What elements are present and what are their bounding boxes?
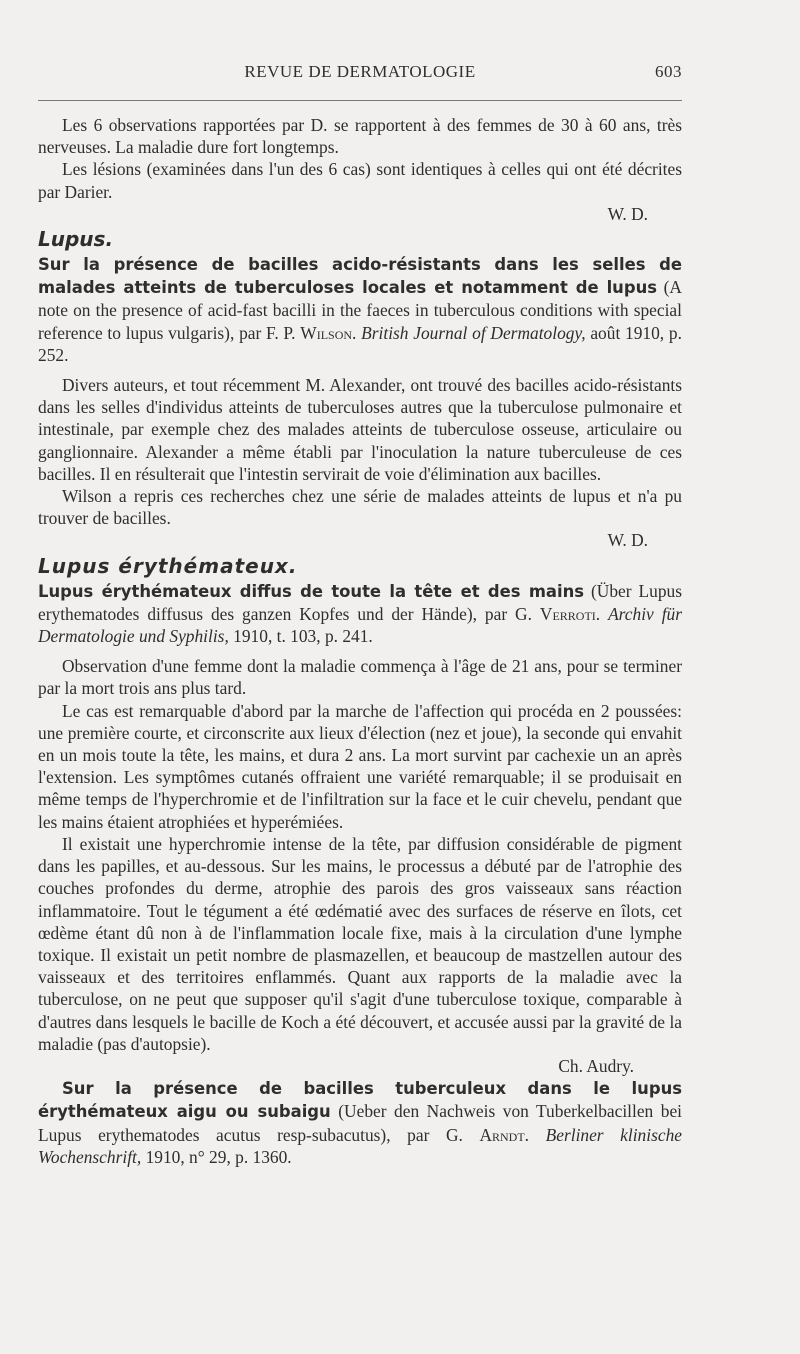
signature: W. D.	[607, 530, 648, 551]
author-name: Wilson.	[300, 322, 357, 343]
article-reference: (Über Lupus erythematodes diffusus des ganzen Kopfes und der Hände), par G.	[38, 580, 683, 624]
article-title	[38, 580, 682, 648]
section-heading: Lupus.	[38, 227, 114, 252]
header-rule	[38, 100, 682, 101]
article-reference-details: 1910, t. 103, p. 241.	[233, 626, 373, 647]
paragraph: Divers auteurs, et tout récemment M. Alexander, ont trouvé des bacilles acido-résistants dans les selles d'individus atteints de tuberculoses autres que la tuberculose pulmonaire et intestinale, par exemple chez des malades atteints de tuberculose osseuse, articulaire ou ganglionnaire. Alexander a même établi par l'inoculation la nature tuberculeuse de ces bacilles. Il en résulterait que l'intestin servirait de voie d'élimination aux bacilles.	[38, 375, 682, 484]
author-name: Verroti.	[539, 603, 601, 624]
article-reference: (Ueber den Nachweis von Tuberkelbacillen bei Lupus erythematodes acutus resp-subacutus), par G.	[38, 1101, 683, 1145]
article-reference: (A note on the presence of acid-fast bacilli in the faeces in tuberculous conditions with special reference to lupus vulgaris), par F. P.	[38, 277, 682, 343]
article-reference-details: 1910, n° 29, p. 1360.	[145, 1146, 292, 1167]
article-title	[38, 253, 682, 366]
article-title	[38, 1077, 682, 1168]
running-header	[38, 62, 682, 86]
journal-name: British Journal of Dermatology,	[361, 322, 586, 343]
signature: Ch. Audry.	[558, 1055, 634, 1076]
paragraph: Les lésions (examinées dans l'un des 6 cas) sont identiques à celles qui ont été décrites par Darier. W. D.	[38, 159, 682, 224]
signature: W. D.	[607, 203, 648, 224]
paragraph: Les 6 observations rapportées par D. se rapportent à des femmes de 30 à 60 ans, très nerveuses. La maladie dure fort longtemps.	[38, 115, 682, 158]
author-name: Arndt.	[479, 1124, 530, 1145]
journal-name: Archiv für Dermatologie und Syphilis,	[38, 603, 682, 647]
paragraph: Observation d'une femme dont la maladie commença à l'âge de 21 ans, pour se terminer par la mort trois ans plus tard.	[38, 656, 682, 699]
article-body	[38, 114, 682, 1168]
article-reference-details: août 1910, p. 252.	[38, 322, 682, 365]
journal-name: Berliner klinische Wochenschrift,	[38, 1124, 682, 1167]
paragraph: Le cas est remarquable d'abord par la marche de l'affection qui procéda en 2 poussées: une première courte, et circonscrite aux lieux d'élection (nez et joue), la seconde qui envahit en un mois toute la tête, les mains, et dura 2 ans. La mort survint par cachexie un an après l'extension. Les symptômes cutanés offraient une variété remarquable; il se produisait en même temps de l'hyperchromie et de l'infiltration sur la face et le cuir chevelu, pendant que les mains étaient atrophiées et hyperémiées.	[38, 700, 682, 832]
paragraph: Wilson a repris ces recherches chez une série de malades atteints de lupus et n'a pu trouver de bacilles. W. D.	[38, 486, 682, 551]
journal-title: REVUE DE DERMATOLOGIE	[244, 62, 476, 81]
paragraph: Il existait une hyperchromie intense de la tête, par diffusion considérable de pigment dans les papilles, et au-dessous. Sur les mains, le processus a débuté par de l'atrophie des couches profondes du derme, atrophie des parois des gros vaisseaux sans réaction inflammatoire. Tout le tégument a été œdématié avec des surfaces de réserve en îlots, cet œdème étant dû non à de l'inflammation locale fixe, mais à la circulation d'une lymphe toxique. Il existait un petit nombre de plasmazellen, et beaucoup de mastzellen autour des vaisseaux et des territoires enflammés. Quant aux rapports de la maladie avec la tuberculose, on ne peut que supposer qu'il s'agit d'une tuberculose toxique, comparable à d'autres dans lesquels le bacille de Koch a été découvert, et accusée aussi par la gravité de la maladie (pas d'autopsie). Ch. Audry.	[38, 833, 682, 1076]
page-number: 603	[655, 62, 682, 81]
section-heading: Lupus érythémateux.	[38, 553, 298, 578]
article-title-text: Sur la présence de bacilles acido-résistants dans les selles de malades atteints de tuberculoses locales et notamment de lupus	[38, 255, 682, 298]
article-title-text: Sur la présence de bacilles tuberculeux dans le lupus érythémateux aigu ou subaigu	[38, 1079, 682, 1122]
article-title-text: Lupus érythémateux diffus de toute la tête et des mains	[38, 581, 585, 601]
